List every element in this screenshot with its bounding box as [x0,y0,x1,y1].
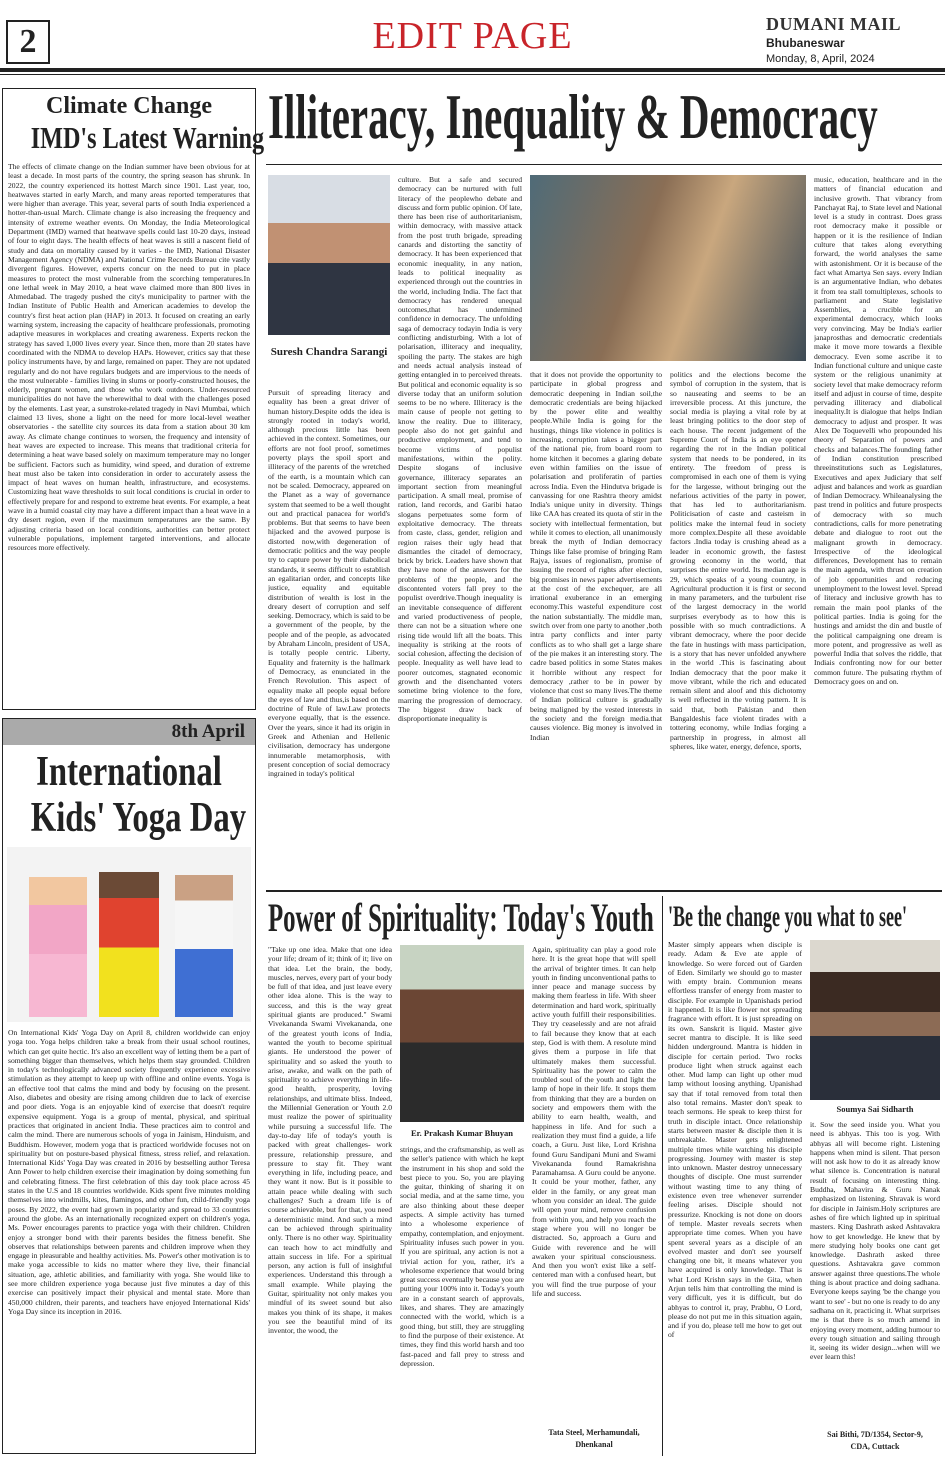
spirit-byline-2: Dhenkanal [575,1440,613,1449]
spirit-col-3: Again, spirituality can play a good role here. It is the great hope that will spell the arrival of brighter times. It can help youth in finding unconventional paths to inner peace and manage success by making them fearless in life. With sheer determination and hard work, spiritually active youth fulfill their responsibilities. They try ceaselessly and are not afraid to fail because they know that at each step, God is with them. A resolute mind gives them a purpose in life that ultimately makes them successful. Spirituality has the power to calm the troubled soul of the youth and light the lamp of hope in their life. It stops them from thinking that they are a burden on society and empowers them with the ability to earn health, wealth, and happiness in life. And for such a realization they must find a guide, a life coach, a Guru. Just like, Lord Krishna found Guru Sandipani Muni and Swami Vivekananda found Ramakrishna Paramahamsa. A Guru could be anyone. It could be your mother, father, any elder in the family, or any great man whom you consider an ideal. The guide will open your mind, remove confusion from within you, and help you reach the stage where you will no longer be distracted. So, approach a Guru and Guide with reverence and he will awaken your spiritual consciousness. And then you won't exist like a self-centered man with a confused heart, but you will find the true purpose of your life and success. [532,945,656,1298]
yoga-title-line2: Kids' Yoga Day [30,795,247,841]
yoga-date: 8th April [3,719,255,745]
change-byline-1: Sai Bithi, 7D/1354, Sector-9, [827,1430,923,1439]
change-col-2: it. Sow the seed inside you. What you need is abhyas. This too is yog. With abhyas all will become right. Listening happens when mind is silent. That person will not ask how to do it as already know what silence is. Concentration is natural result of focusing on interesting thing. Buddha, Mahavira & Guru Nanak emphasized on listening. Shravak is word for disciple in Jainism.Holy scriptures are ashes of fire which lighted up in spiritual masters. King Dashrath asked Ashtavakra how to get knowledge. He knew that by mere studying holy books one cant get knowledge. Dashrath asked three questions. Ashtavakra gave common answer against three questions.The whole thing is about practice and doing sadhana. Everyone keeps saying 'be the change you want to see' - but no one is ready to do any sadhana on it, practicing it. What surprises me is that there is so much amend in enjoying every moment, adding humour to every tough situation and sailing through it, seeing its wider design...when will we ever learn this! [810,1120,940,1362]
spirit-col-2: strings, and the craftsmanship, as well as the seller's patience with which he kept the instrument in his shop and sold the best piece to you. So, you are playing the guitar, thinking of sharing it on social media, and at the same time, you are also thinking about these deeper aspects. A simple activity has turned into a wholesome experience of empathy, contemplation, and enjoyment. Spirituality infuses such power in you. If you are spiritual, any action is not a trivial action for you, rather, it's a wholesome experience that would bring great success eventually because you are putting your 100% into it. Today's youth are in a constant search of approvals, likes, and shares. They are amazingly connected with the world, which is a good thing, but still, they are struggling to find the purpose of their existence. At times, they find this world harsh and too fast-paced and fall prey to stress and depression. [400,1145,524,1368]
paper-date: Monday, 8, April, 2024 [766,53,875,65]
change-author-photo [810,940,940,1100]
climate-body: The effects of climate change on the Indian summer have been obvious for at least a decade. In most parts of the country, the spring season has shrunk. In 2022, the country experienced its hottest March since 1901. Last year, too, heatwaves started in early March, and many areas reported temperatures that were higher than average. This year, several parts of south India experienced a hotter-than-usual March. Climate change is also increasing the frequency and intensity of extreme weather events. On Monday, the India Meteorological Department (IMD) warned that heatwave spells could last 10-20 days, instead of four to eight days. The health effects of heat waves is still a nascent field of study and data on mortality caused by it varies - the IMD, National Disaster Management Agency (NDMA) and National Crime Records Bureau cite vastly divergent figures. However, experts concur on the need to put in place measures to protect the most vulnerable from the scorching temperatures.In one lethal week in May 2010, a heat wave claimed more than 800 lives in Ahmedabad. The tragedy pushed the city's municipality to partner with the Indian Institute of Public Health and American academies to develop the country's first heat action plan (HAP) in 2013. It focused on creating an early warning system, increasing the capacity of healthcare professionals, promoting adaptive measures in workplaces and creating awareness. Experts reckon the strategy has saved 1,000 lives every year. Since then, more than 20 states have coordinated with the NDMA to develop HAPs. However, critics say that these policy instruments have, by and large, remained on paper. They are not updated regularly and do not have regulars budgets and are impervious to the needs of the most vulnerable - families living in slums or poorly-constructed houses, the elderly, pregnant women, and those who work outdoors. Under-resourced municipalities do not have the wherewithal to deal with the challenges posed by the elements. Last year, a sunstroke-related tragedy in Navi Mumbai, which claimed 13 lives, shone a light on the need for more local-level weather observatories - the satellite city sources its data from a station about 30 km away. As climate change continues to worsen, the frequency and intensity of heat waves are expected to increase. This means that traditional criteria for determining a heat wave based solely on maximum temperature may no longer be sufficient. Factors such as humidity, wind speed, and duration of extreme heat must also be taken into consideration in order to accurately assess the impact of heat waves on human health, infrastructure, and ecosystems. Customizing heat wave thresholds to suit local conditions is crucial in order to effectively prepare for and respond to extreme heat events. For example, a heat wave in a humid coastal city may have a different impact than a heat wave in a dry desert region, even if the maximum temperatures are the same. By adjusting criteria based on local conditions, authorities can better protect vulnerable populations, implement targeted interventions, and allocate resources more effectively. [8,162,250,553]
spirit-col-1: "Take up one idea. Make that one idea your life; dream of it; think of it; live on that idea. Let the brain, the body, muscles, nerves, every part of your body be full of that idea, and just leave every other idea alone. This is the way to success, and this is the way great spiritual giants are produced." Swami Vivekananda Swami Vivekananda, one of the greatest youth icons of India, wanted the youth to become spiritual giants. He understood the power of spirituality and so asked the youth to arise, awake, and walk on the path of spirituality to achieve everything in life- good health, prosperity, loving relationships, and ultimate bliss. Indeed, the Millennial Generation or Youth 2.0 must realize the power of spirituality while pursuing a successful life. The day-to-day life of today's youth is packed with great challenges- work pressure, relationship pressure, and pressure to stay fit. They want everything in life, including peace, and they want it now. But is it possible to attain peace while dealing with such challenges? Such a dream life is of course achievable, but for that, you need a deterministic mind. And such a mind can be achieved through spirituality only. There is no other way. Spirituality can teach how to act mindfully and attain success in life. For a spiritual person, any action is full of insightful experiences. Understand this through a small example. While playing the Guitar, spirituality not only makes you mindful of its sweet sound but also makes you think of its shape, it makes you see the beautiful mind of its inventor, the wood, the [268,945,392,1336]
climate-box [2,88,265,710]
change-headline: 'Be the change you what to see' [668,900,907,933]
change-col-1: Master simply appears when disciple is ready. Adam & Eve ate apple of knowledge. So were forced out of Garden of Eden. Similarly we should go to master with empty brain. Communion means effortless transfer of energy from master to disciple. For example in Upanishads period it happened. It is like flower not spreading fragrance with effort. It is just spreading on its own. Sanskrit is liquid. Master give secret mantra to disciple. It is like seed hidden underground. Mantra is hidden in disciple for certain period. Two rocks produce light when struck against each other. Mud lamp can light up other mud lamp without loosing anything. Upanishad say that if total removed from total then also total remains. Master don't speak to teach sermons. He speak to keep thirst for truth in disciple intact. Once relationship starts between master & disciple then it is unbreakable. Master gets enlightened multiple times while watching his disciple progressing. Journey with master is step into unknown. Master destroy unnecessary thoughts of disciple. One must surrender without wasting time to any thing of existence even tree whenever surrender feeling arises. Disciple should not pressurize. Knocking is not done on doors of temple. Master reveals secrets when appropriate time comes. When you have spent several years as a disciple of an evolved master and don't see yourself changing one bit, it means whatever you have acquired is only knowledge. That is what Lord Krishn says in the Gita, when Arjun tells him that controlling the mind is very difficult, yes it is difficult, but do abhyas to control it, pray, Prabhu, O Lord, please do not put me in this situation again, and if you do, please tell me how to get out of [668,940,802,1340]
yoga-photo [7,847,251,1022]
page-number-box: 2 [6,20,50,64]
lead-author-name: Suresh Chandra Sarangi [270,346,388,358]
lead-headline: Illiteracy, Inequality & Democracy [268,81,878,152]
lead-col-2: culture. But a safe and secured democracy can be nurtured with full literacy of the peoplewho debate and discuss and form public opinion. Of late, there has been rise of authoritarianism, within democracy, with massive attack from the post truth brigade, spreading canards and distorting the sanctity of democracy. It has been experienced that economic inequality, in any nation, leads to political inequality as experienced through out the countries in the world, including India. The fact that democracy has rendered unequal outcomes,that has undermined confidence in democracy. The unfolding saga of democracy todayin India is very conflicting andisturbing. With a lot of polarisation, illiteracy and inequality, spoiling the party. The stakes are high and needs actual analysis instead of getting entangled in to perceived threats. But political and economic equality is so diverse today that an uniform solution seems to be no where. Illiteracy is the main cause of people not getting to know the reality. Due to illiteracy, people also do not get gainful and productive employment, and tend to become victims of populist manifestations, within the polity. Despite slogans of inclusive governance, illiteracy separates an important section from meaningful participation. A small meal, promise of ration, land records, and Garibi hatao slogans perpetuates some form of exploitative democracy. The threats from caste, class, gender, religion and region raises their ugly head that dismantles the citadel of democracy, brick by brick. Leaders have shown that they have none of the answers for the problems of the people, and the discontented voters fall prey to the populist overdrive.Though inequality is an inevitable consequence of different and varied productiveness of people, there can not be a situation where one rising tide would lift all the boats. This inequality is striking at the roots of social cohesion, affecting the decision of people. Inequality as well have lead to poorer outcomes, stagnated economic growth and the disenchanted voters sometime bring violence to the fore, marring the progression of democracy. The biggest draw back of disproportionate inequality is [398,175,522,724]
climate-title: IMD's Latest Warning [30,120,265,155]
spirit-author-photo [400,945,524,1122]
lead-col-3: that it does not provide the opportunity to participate in global progress and democratic deepening in Indian soil,the democratic credentials are being hijacked by the power elite and wealthy people.While India is going for the hustings, things like violence in politics is increasing, corruption takes a bigger part of the national pie, from board room to home kitchen it becomes a glaring debate even within families on the issue of polarisation and proliferatin of parties across India. Even the Hindutva brigade is canvassing for one Rashtra theory amidst India's unique unity in diversity. Things like CAA has created its quota of stir in the society with intellectual fermentation, but while it comes to election, all unanimously break the myth of Indian democracy Things like false promise of bringing Ram Rajya, issues of regionalism, promise of issuing the record of rights after election, big promises in news paper advertisements at the cost of the exchequer, are all irrational exuberance in an emerging economy.This wasteful expenditure cost the nation substantially. The middle man, switch over from one party to another ,both intra party conflicts and inter party conflicts as to who shall get a large share of the pie makes it an interesting story. The cadre based politics in some States makes it horrible without any respect for democracy ,rather to be in power by violence that cost so many lives.The theme of Indian political culture is gradually being maligned by the vested interests in the society and the foreign media.that causes violence. Big money is involved in Indian [530,370,662,742]
paper-city: Bhubaneswar [766,36,845,50]
change-byline-2: CDA, Cuttack [850,1442,900,1451]
spirit-headline: Power of Spirituality: Today's Youth [268,895,654,940]
climate-kicker: Climate Change [46,93,212,119]
lead-col-5: music, education, healthcare and in the matters of financial education and inclusive growth. That vibrancy from Panchayat Raj, to State level and National level is a study in contrast. Does grass root democracy make it possible or happen or it is the resilience of Indian culture that takes along everything forward, the world analyses the same with astonishment. Or it is because of the fact what Amartya Sen says. every Indian is an argumentative Indian, who debates it from tea stall tomultiplexes, schools to parliament and State legislative Assemblies, a crucible for an experimental democracy, which looks very convincing. May be India's earlier janaprosthas and democratic credentials make it move more towards a flexible democracy. Even some ascribe it to Indian functional culture and unique caste system or the religious unanimity at society level that make democracy reform itself and adjust in course of time, despite pervading illiteracy and diabolical inequality.It is dialogue that helps Indian democracy to adjust and prosper. It was Alex De Toquevelli who propounded his theory of Separation of powers and checks and balances.The founding father of Indian constitution prescribed threeinstitutions such as Legislatures, Executives and apex Judiciary that self adjust and balances and work as guardian of Indian Democracy. Whileanalysing the past trend in politics and future prospects of democracy with so much contradictions, calls for more penetrating debate and dialogue to root out the malignant growth in democracy. Irrespective of the ideological differences, Development has to remain the main agenda, with thrust on creation of job opportunities and reducing unemployment to the lowest level. Spread of literacy and inclusive growth has to remain the main pool planks of the political parties. India is going for the hustings and amidst the din and bustle of the political campaigning one dream is more potent, and progressive as well as powerful India that solves the riddle, that Indiais confronting now for our better common future. The pulsating rhythm of Democracy goes on and on. [814,175,942,687]
spirit-author-name: Er. Prakash Kumar Bhuyan [410,1128,514,1138]
yoga-body: On International Kids' Yoga Day on April 8, children worldwide can enjoy yoga too. Yoga helps children take a break from their usual school routines, which can get quite hectic. It's also an excellent way of letting them be a part of something bigger than themselves, which helps them stay grounded. Children in today's technologically advanced society frequently experience excessive stimulation as they attempt to keep up with offline and online events. Yoga is an effective tool that calms the mind and body by focusing on the present. Also, diabetes and obesity are rising among children due to lack of exercise and poor diets. Yoga is an enjoyable kind of exercise that doesn't require expensive equipment. Yoga is a group of mental, physical, and spiritual practices that originated in ancient India. These practices aim to control and calm the mind. There are numerous schools of yoga in Jainism, Hinduism, and Buddhism. However, modern yoga that is practiced worldwide focuses not on spirituality but on posture-based physical fitness, stress relief, and relaxation. International Kids' Yoga Day was created in 2016 by bestselling author Teresa Ann Power to help children exercise their imagination by doing something fun and celebrating fitness. The first celebration of this day took place across 45 states in the U.S and 18 countries worldwide. Kids spent five minutes molding themselves into windmills, kites, flamingos, and other fun, child-friendly yoga poses. By 2022, the event had grown in popularity and spread to 33 countries around the globe. As an internationally recognized expert on children's yoga, Ms. Power encourages parents to practice yoga with their children. Children enjoy a stronger bond with their parents besides the fitness benefit. She observes that relationships between parents and children improve when they engage in pleasurable and healthy activities. Ms. Power's other motivation is to make yoga accessible to kids no matter where they live, their financial situation, age, athletic abilities, and familiarity with yoga. She would like to see more children experience yoga because just five minutes a day of this exercise can positively impact their physical and mental state. More than 450,000 children, their parents, and teachers have enjoyed International Kids' Yoga Day since its inception in 2016. [8,1028,250,1316]
lead-col-4: politics and the elections become the symbol of corruption in the system, that is so nauseating and seems to be an irreversible process. At this juncture, the social media is playing a vital role by at least bringing politics to the door step of each house. The recent judgement of the Supreme Court of India is an eye opener regarding the rot in the Indian political system that needs to be pondered, in its entirety. The freedom of press is compromised in each one of them is vying for the largesse, without bringing out the nefarious activities of the party in power, that has led to authoritarianism. Politicisation of caste and casteism in politics make the internal feud in society more complex.Despite all these avoidable factors .India today is crushing ahead as a leader in economic growth, the fastest growing economy in the world, that surprises the entire world. Its median age is 29, which speaks of a young country, in Agricultural production it is first or second in many parameters, and the turbulent rise of the largest democracy in the world surprises everybody as to how this is possible with so much contradictions. A vibrant democracy, where the poor decide the fate in hustings with mass participation, is a story that has never unfolded anywhere in the world .This is fascinating about Indian democracy that the poor make it move vibrant, while the rich and educated remain silent and aloof and this dichotomy is well reflected in the voting pattern. It is said that, both Pakistan and then Bangaldeshis face violent tirades with a tottering economy, while Indias forging a partnership in progress, in almost all spheres, like water, energy, defence, sports, [670,370,806,751]
change-author-name: Soumya Sai Sidharth [836,1104,914,1114]
yoga-title-line1: International [36,749,222,795]
paper-name: DUMANI MAIL [766,14,901,34]
yoga-box [2,718,256,1454]
masthead-rule [0,68,945,72]
lead-col-1: Pursuit of spreading literacy and equality has been a great driver of human history.Despite odds the idea is strongly rooted in today's world, although precious little has been achieved in the context. Sometimes, our efforts are not fool proof, sometimes poverty plays the spoil sport and illiteracy of the parents of the wretched of the earth, is a mountain which can not be scaled. Democracy, appeared on the Planet as a way of governance system that seemed to be a well thought out and practical panacea for world's problems. But that seems to have been hijacked and the avowed purpose is distorted now,with degeneration of democratic politics and the way people try to capture power by their diabolical standards, it seems difficult to establish an egalitarian order, and concepts like justice, equality and equitable distribution of wealth is lost in the dreary desert of corruption and self seeking. Democracy, which is said to be a government of the people, by the people and of the people, as advocated by Abraham Lincoln, president of USA, is totally people centric. Liberty, Equality and fraternity is the hallmark of Democracy, as enunciated in the French Revolution. This aspect of equality make all people equal before the eyes of law and thus,is based on the doctrine of Rule of law.Law protects everyone equally, that is the essence. Over the years, since it had its origin in Greek and Athenian and Hellenic civilisation, democracy has undergone innumerable metamorphosis, with present conception of social democracy ingrained in today's political [268,388,390,779]
spirit-byline-1: Tata Steel, Merhamundali, [548,1428,640,1437]
lead-children-photo [530,175,806,361]
lead-author-photo [268,175,390,335]
page-title: EDIT PAGE [372,15,573,57]
